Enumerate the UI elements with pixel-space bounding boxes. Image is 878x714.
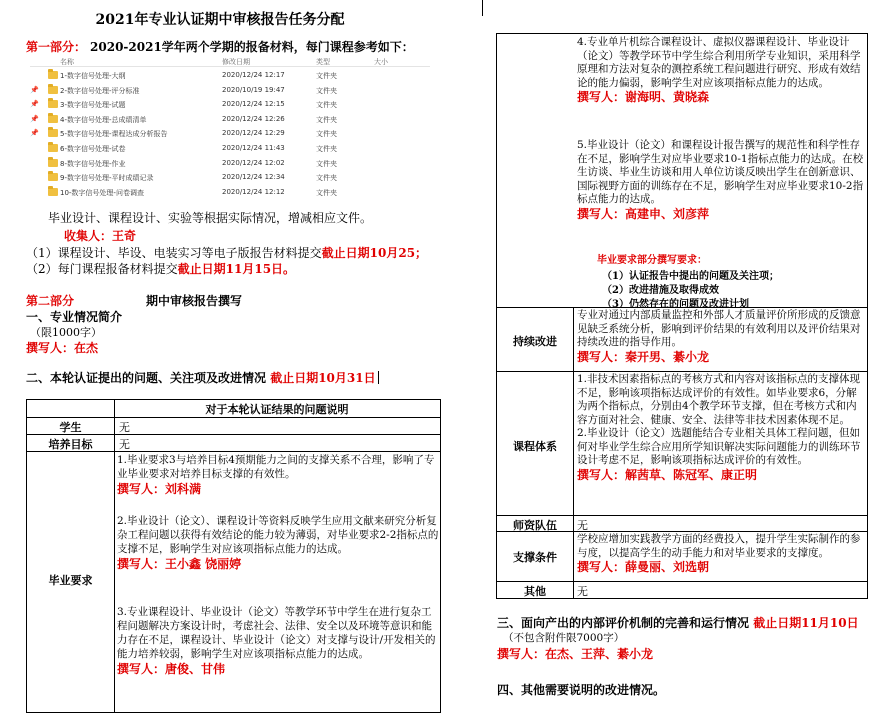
file-date: 2020/12/24 12:17 xyxy=(222,71,285,79)
file-type: 文件夹 xyxy=(316,188,337,197)
part2-label: 第二部分 xyxy=(26,294,75,308)
part2-heading xyxy=(26,292,242,309)
file-date: 2020/12/24 11:43 xyxy=(222,144,285,152)
table-header: 对于本轮认证结果的问题说明 xyxy=(205,403,349,416)
file-date: 2020/12/24 12:12 xyxy=(222,187,285,196)
file-type: 文件夹 xyxy=(316,115,337,124)
file-date: 2020/12/24 12:15 xyxy=(222,100,285,109)
issue-1-writer: 撰写人：刘科满 xyxy=(117,482,202,496)
collector: 收集人：王奇 xyxy=(64,229,137,243)
pin-icon: 📌 xyxy=(30,114,39,123)
issues-table-continued xyxy=(496,33,868,599)
deadline-item-1 xyxy=(26,244,427,261)
col-date-header: 修改日期 xyxy=(222,58,250,66)
deadline-item-2 xyxy=(26,260,295,277)
section3-writer: 撰写人：在杰、王萍、綦小龙 xyxy=(497,647,654,661)
issue-5-writer: 撰写人：高建申、刘彦萍 xyxy=(577,206,710,221)
file-date: 2020/12/24 12:29 xyxy=(222,129,285,138)
ci-writer: 撰写人：秦开男、綦小龙 xyxy=(577,349,710,364)
explorer-row[interactable] xyxy=(30,69,430,82)
student-label: 学生 xyxy=(59,421,82,434)
part1-heading xyxy=(26,38,414,55)
col-type-header: 类型 xyxy=(316,58,330,66)
file-name: 8-数字信号处理-作业 xyxy=(60,159,126,168)
file-explorer-screenshot xyxy=(30,55,430,203)
col-name-header: 名称 xyxy=(60,58,74,66)
curriculum-text-1: 1.非技术因素指标点的考核方式和内容对该指标点的支撑体现不足，影响该项指标达成评价的有效性。如毕业要求6，分解为两个指标点，分别由4个教学环节支撑，但在考核方式和内容方面对社会、健康、安全、法律等非技术因素体现不足。 xyxy=(577,373,861,426)
col-size-header: 大小 xyxy=(374,58,388,66)
issue-5-text: 5.毕业设计（论文）和课程设计报告撰写的规范性和科学性存在不足，影响学生对应毕业要求10-1指标点能力的达成。在校生访谈、毕业生访谈和用人单位访谈反映出学生在创新意识、国际视野方面的训练存在不足，影响学生对应毕业要求10-2指标点能力的达成。 xyxy=(577,139,864,205)
issue-4-text: 4.专业单片机综合课程设计、虚拟仪器课程设计、毕业设计（论文）等教学环节中学生综合利用所学专业知识，采用科学原理和方法对复杂的测控系统工程问题进行研究、形成有效结论的能力偏弱，影响学生对应该项指标点能力的达成。 xyxy=(577,36,861,89)
explorer-row[interactable] xyxy=(30,186,430,199)
explorer-row[interactable] xyxy=(30,98,430,111)
student-value: 无 xyxy=(119,421,130,434)
file-type: 文件夹 xyxy=(316,101,337,110)
file-date: 2020/12/24 12:34 xyxy=(222,173,285,182)
section2-heading xyxy=(26,369,379,386)
issue-paragraph-3 xyxy=(117,605,439,676)
issue-paragraph-5 xyxy=(577,139,867,221)
curriculum-writer: 撰写人：解茜草、陈冠军、康正明 xyxy=(577,467,758,482)
requirement-guide-item-3: （3）仍然存在的问题及改进计划 xyxy=(602,299,749,310)
folder-icon xyxy=(48,71,58,79)
support-text xyxy=(577,533,867,575)
issue-paragraph-1 xyxy=(117,453,439,496)
document-title: 2021年专业认证期中审核报告任务分配 xyxy=(95,12,345,28)
file-type: 文件夹 xyxy=(316,145,337,153)
file-date: 2020/12/24 12:02 xyxy=(222,158,285,167)
section3-text: 三、面向产出的内部评价机制的完善和运行情况 xyxy=(497,616,750,630)
section1-heading: 一、专业情况简介 xyxy=(26,310,123,324)
file-name: 6-数字信号处理-试卷 xyxy=(60,145,126,153)
folder-icon xyxy=(48,144,58,152)
section3-note: （不包含附件限7000字） xyxy=(503,632,625,644)
materials-note: 毕业设计、课程设计、实验等根据实际情况，增减相应文件。 xyxy=(48,211,373,225)
requirement-guide-item-1: （1）认证报告中提出的问题及关注项； xyxy=(602,271,779,282)
item2-text: （2）每门课程报备材料提交 xyxy=(26,262,178,276)
file-type: 文件夹 xyxy=(316,86,337,95)
issues-table xyxy=(26,399,441,713)
item1-deadline: 截止日期10月25； xyxy=(321,246,428,260)
file-type: 文件夹 xyxy=(316,174,337,183)
issue-paragraph-4 xyxy=(577,36,867,105)
explorer-row[interactable] xyxy=(30,84,430,97)
file-date: 2020/12/24 12:26 xyxy=(222,114,285,123)
curriculum-text-2: 2.毕业设计（论文）选题能结合专业相关具体工程问题，但如何对毕业学生综合应用所学知识解决实际问题能力的训练环节设计考虑不足，影响该项指标达成评价的有效性。 xyxy=(577,427,861,466)
text-cursor[interactable] xyxy=(378,371,379,384)
faculty-label: 师资队伍 xyxy=(513,519,557,532)
section2-text: 二、本轮认证提出的问题、关注项及改进情况 xyxy=(26,371,267,385)
pin-icon: 📌 xyxy=(30,129,39,138)
support-writer: 撰写人：薛曼丽、刘选朝 xyxy=(577,560,710,574)
explorer-row[interactable] xyxy=(30,142,430,155)
file-name: 9-数字信号处理-平时成绩记录 xyxy=(60,174,154,183)
file-name: 10-数字信号处理-问卷调查 xyxy=(60,188,144,197)
part1-label: 第一部分： xyxy=(26,40,87,54)
part2-title: 期中审核报告撰写 xyxy=(146,294,243,308)
file-date: 2020/10/19 19:47 xyxy=(222,85,285,94)
goal-value: 无 xyxy=(119,438,130,451)
explorer-row[interactable] xyxy=(30,113,430,126)
file-name: 4-数字信号处理-总成绩清单 xyxy=(60,115,147,124)
file-name: 2-数字信号处理-评分标准 xyxy=(60,86,140,95)
folder-icon xyxy=(48,129,58,137)
continuous-improvement-label: 持续改进 xyxy=(513,335,557,348)
other-label: 其他 xyxy=(524,585,546,598)
issue-3-text: 3.专业课程设计、毕业设计（论文）等教学环节中学生在进行复杂工程问题解决方案设计时，考虑社会、法律、安全以及环境等意识和能力存在不足，课程设计、毕业设计（论文）对支撑与设计/开发相关的能力培养较弱，影响学生对应该项指标点能力的达成。 xyxy=(117,606,436,660)
item2-deadline: 截止日期11月15日。 xyxy=(177,262,296,276)
section3-heading xyxy=(497,614,859,631)
issue-2-writer: 撰写人：王小鑫 饶丽婷 xyxy=(117,557,242,571)
item1-text: （1）课程设计、毕设、电装实习等电子版报告材料提交 xyxy=(26,246,322,260)
file-name: 1-数字信号处理-大纲 xyxy=(60,72,126,80)
curriculum-label: 课程体系 xyxy=(513,440,557,453)
folder-icon xyxy=(48,188,58,196)
folder-icon xyxy=(48,173,58,181)
section1-writer: 撰写人：在杰 xyxy=(26,341,99,355)
requirement-guide-title: 毕业要求部分撰写要求： xyxy=(597,255,707,266)
curriculum-text xyxy=(577,373,867,482)
pin-icon: 📌 xyxy=(30,85,39,94)
part1-text: 2020-2021学年两个学期的报备材料，每门课程参考如下： xyxy=(90,40,414,54)
section3-deadline: 截止日期11月10日 xyxy=(753,616,859,630)
issue-4-writer: 撰写人：谢海明、黄晓森 xyxy=(577,90,710,104)
other-value: 无 xyxy=(577,585,588,598)
section4-heading: 四、其他需要说明的改进情况。 xyxy=(497,683,666,697)
folder-icon xyxy=(48,115,58,123)
folder-icon xyxy=(48,86,58,94)
support-body: 学校应增加实践教学方面的经费投入，提升学生实际制作的参与度，以提高学生的动手能力和对毕业要求的支撑度。 xyxy=(577,533,861,559)
requirement-label: 毕业要求 xyxy=(48,574,93,587)
faculty-value: 无 xyxy=(577,519,588,532)
file-name: 5-数字信号处理-课程达成分析报告 xyxy=(60,130,168,139)
support-label: 支撑条件 xyxy=(513,551,557,564)
goal-label: 培养目标 xyxy=(48,438,93,451)
file-type: 文件夹 xyxy=(316,130,337,139)
file-type: 文件夹 xyxy=(316,159,337,168)
explorer-row[interactable] xyxy=(30,157,430,170)
issue-3-writer: 撰写人：唐俊、甘伟 xyxy=(117,662,226,676)
pin-icon: 📌 xyxy=(30,100,39,109)
explorer-row[interactable] xyxy=(30,127,430,140)
section2-deadline: 截止日期10月31日 xyxy=(270,371,376,385)
ci-text: 专业对通过内部质量监控和外部人才质量评价所形成的反馈意见缺乏系统分析，影响到评价结果的有效利用以及评价结果对持续改进的指导作用。 xyxy=(577,309,861,348)
issue-2-text: 2.毕业设计（论文）、课程设计等资料反映学生应用文献来研究分析复杂工程问题以获得有效结论的能力较为薄弱，对毕业要求2-2指标点的支撑不足，影响学生对应该项指标点能力的达成。 xyxy=(117,515,439,555)
file-name: 3-数字信号处理-试题 xyxy=(60,101,126,110)
section1-limit: （限1000字） xyxy=(30,326,102,339)
explorer-row[interactable] xyxy=(30,171,430,184)
file-type: 文件夹 xyxy=(316,72,337,80)
issue-paragraph-2 xyxy=(117,514,439,571)
folder-icon xyxy=(48,100,58,108)
issue-1-text: 1.毕业要求3与培养目标4预期能力之间的支撑关系不合理，影响了专业毕业要求对培养目标支撑的有效性。 xyxy=(117,454,435,480)
folder-icon xyxy=(48,159,58,167)
continuous-improvement-text xyxy=(577,309,867,364)
column-edge xyxy=(482,0,483,16)
explorer-header xyxy=(30,55,430,67)
requirement-guide-item-2: （2）改进措施及取得成效 xyxy=(602,285,719,296)
